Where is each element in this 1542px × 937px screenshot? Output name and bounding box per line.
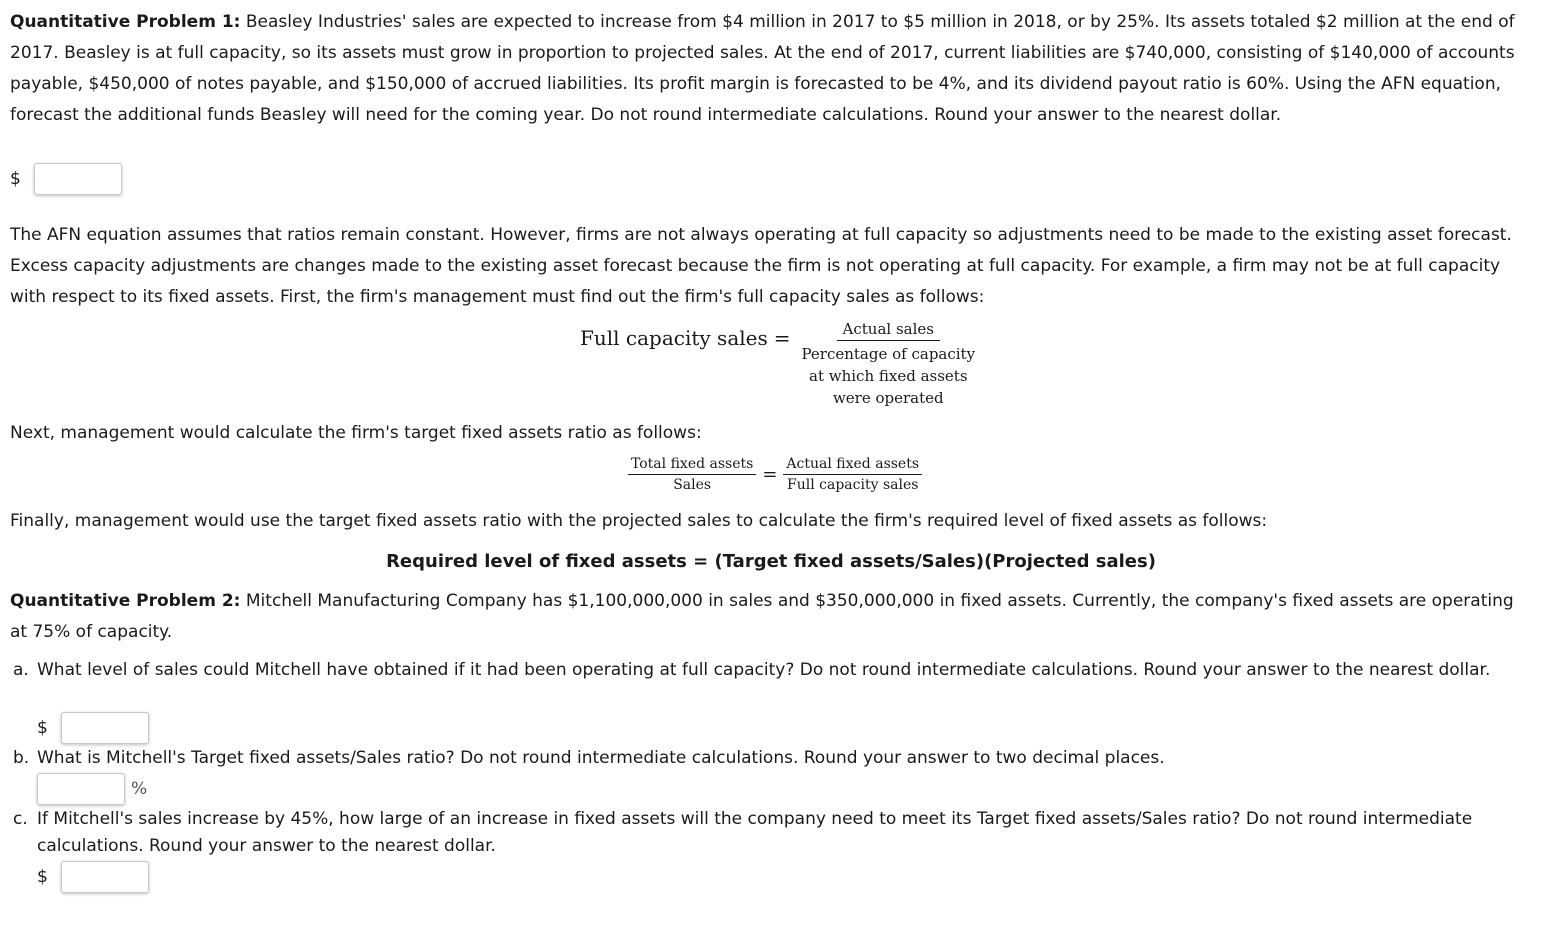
problem1-answer-input[interactable] xyxy=(34,163,122,195)
currency-sign: $ xyxy=(10,169,21,189)
full-capacity-formula xyxy=(580,320,978,409)
formula1-equals: = xyxy=(773,326,791,350)
question-c-letter: c. xyxy=(13,809,28,829)
question-c-answer-row xyxy=(37,860,149,894)
problem1-answer-row xyxy=(10,162,122,196)
formula1-denominator-line1: Percentage of capacity xyxy=(801,345,976,363)
formula2-left-fraction xyxy=(628,456,756,493)
formula1-numerator: Actual sales xyxy=(837,320,940,341)
formula1-denominator-line2: at which fixed assets xyxy=(809,367,968,385)
formula1-denominator-line3: were operated xyxy=(832,389,944,407)
required-fixed-assets-formula: Required level of fixed assets = (Target fixed assets/Sales)(Projected sales) xyxy=(386,551,1156,572)
formula1-lhs: Full capacity sales xyxy=(580,326,768,350)
problem2-paragraph xyxy=(10,586,1532,648)
currency-sign: $ xyxy=(37,718,48,738)
problem2-text: Mitchell Manufacturing Company has $1,100,000,000 in sales and $350,000,000 in fixed assets. Currently, the company's fixed assets are operating at 75% of capacity. xyxy=(10,591,1514,642)
problem1-paragraph xyxy=(10,7,1532,131)
question-a-letter: a. xyxy=(13,660,29,680)
formula2-left-numerator: Total fixed assets xyxy=(628,456,756,475)
formula2-right-denominator: Full capacity sales xyxy=(787,477,919,493)
question-b-answer-row xyxy=(37,772,147,806)
currency-sign: $ xyxy=(37,867,48,887)
problem1-text: Beasley Industries' sales are expected to increase from $4 million in 2017 to $5 million in 2018, or by 25%. Its assets totaled $2 million at the end of 2017. Beasley is at full capacity, so its assets must grow in proportion to projected sales. At the end of 2017, current liabilities are $740,000, consisting of $140,000 of accounts payable, $450,000 of notes payable, and $150,000 of accrued liabilities. Its profit margin is forecasted to be 4%, and its dividend payout ratio is 60%. Using the AFN equation, forecast the additional funds Beasley will need for the coming year. Do not round intermediate calculations. Round your answer to the nearest dollar. xyxy=(10,12,1515,125)
formula2-equals: = xyxy=(762,464,778,485)
question-b-letter: b. xyxy=(13,748,30,768)
question-c xyxy=(10,806,1532,860)
intro-paragraph: The AFN equation assumes that ratios remain constant. However, firms are not always operating at full capacity so adjustments need to be made to the existing asset forecast. Excess capacity adjustments are changes made to the existing asset forecast because the firm is not operating at full capacity. For example, a firm may not be at full capacity with respect to its fixed assets. First, the firm's management must find out the firm's full capacity sales as follows: xyxy=(10,225,1512,307)
problem2-heading: Quantitative Problem 2: xyxy=(10,591,241,611)
formula2-right-fraction xyxy=(783,456,922,493)
formula1-fraction xyxy=(799,320,979,409)
question-b-text: What is Mitchell's Target fixed assets/Sales ratio? Do not round intermediate calculations. Round your answer to two decimal places. xyxy=(37,748,1165,768)
question-c-text: If Mitchell's sales increase by 45%, how large of an increase in fixed assets will the company need to meet its Target fixed assets/Sales ratio? Do not round intermediate calculations. Round your answer to the nearest dollar. xyxy=(37,809,1473,856)
question-b xyxy=(10,745,1532,772)
question-a-answer-input[interactable] xyxy=(61,712,149,744)
question-a-answer-row xyxy=(37,711,149,745)
finally-paragraph: Finally, management would use the target fixed assets ratio with the projected sales to calculate the firm's required level of fixed assets as follows: xyxy=(10,511,1268,531)
formula1-denominator xyxy=(799,341,979,409)
formula2-left-denominator: Sales xyxy=(673,477,712,493)
next-paragraph: Next, management would calculate the firm's target fixed assets ratio as follows: xyxy=(10,423,702,443)
question-a xyxy=(10,657,1532,684)
target-ratio-formula xyxy=(628,456,922,493)
question-c-answer-input[interactable] xyxy=(61,861,149,893)
formula2-right-numerator: Actual fixed assets xyxy=(783,456,922,475)
question-a-text: What level of sales could Mitchell have obtained if it had been operating at full capacity? Do not round intermediate calculations. Round your answer to the nearest dollar. xyxy=(37,660,1491,680)
problem1-heading: Quantitative Problem 1: xyxy=(10,12,241,32)
question-b-answer-input[interactable] xyxy=(37,773,125,805)
percent-sign: % xyxy=(131,779,148,799)
